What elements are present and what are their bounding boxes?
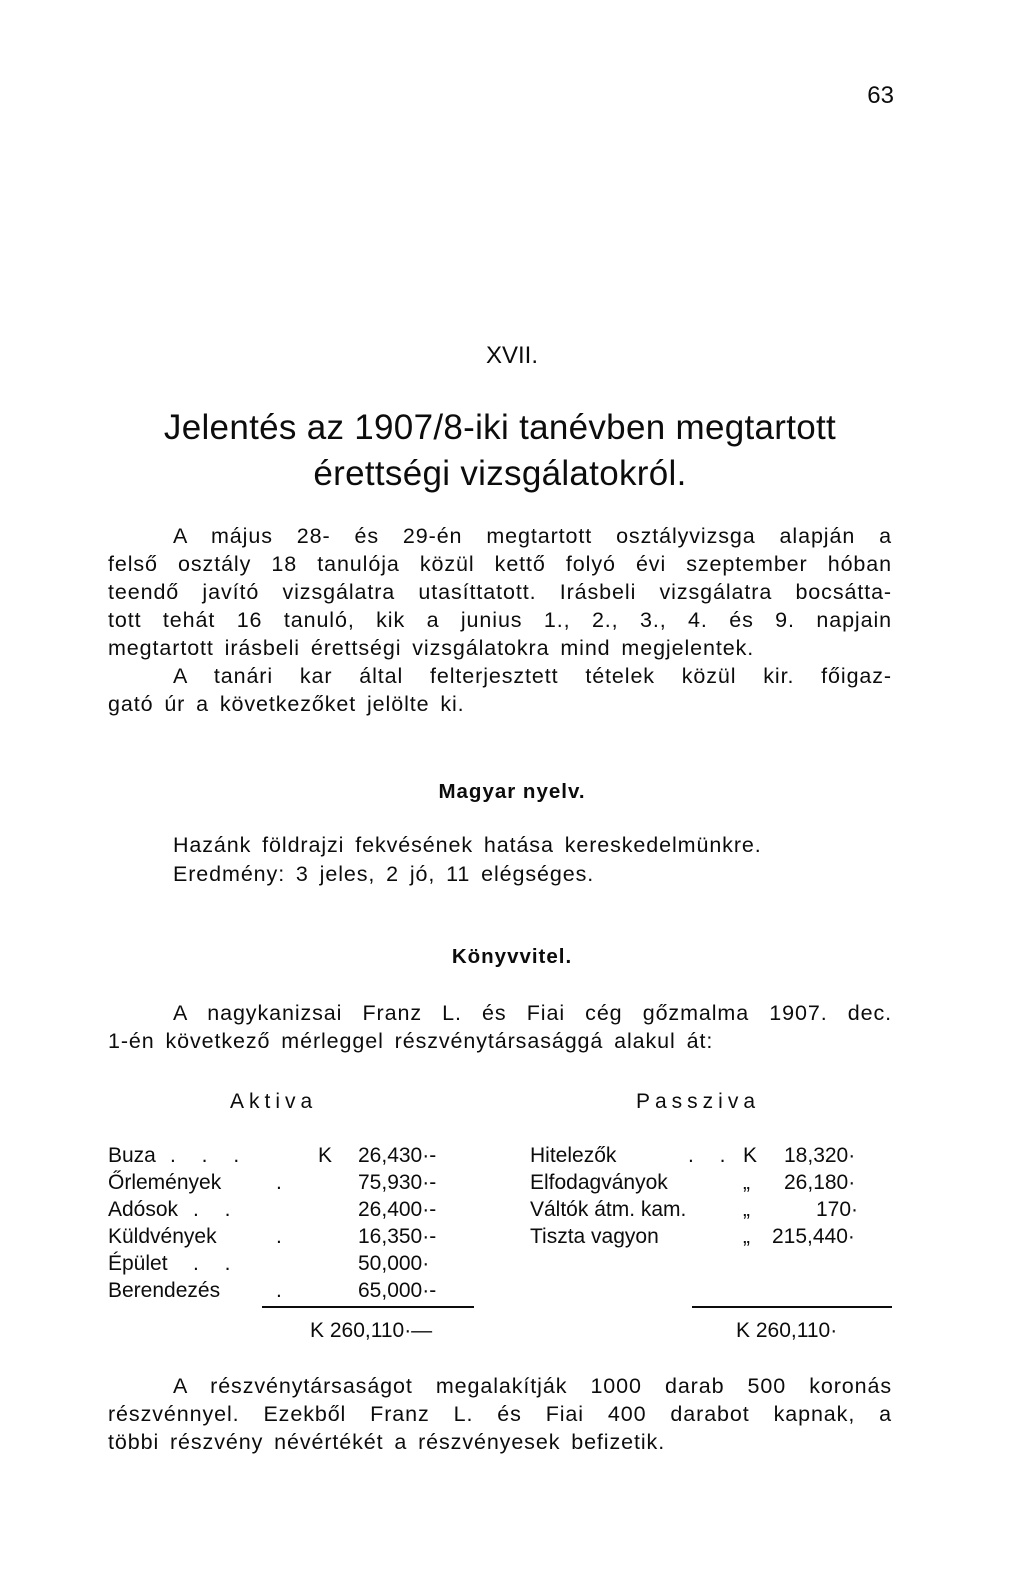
aktiva-total-amount: K 260,110·— [310,1319,433,1342]
paragraph-line: 1-én következő mérleggel részvénytársasággá alakul át: [108,1029,714,1053]
aktiva-row [108,1278,468,1303]
ditto-mark: „ [743,1198,750,1221]
aktiva-row [108,1170,468,1195]
paragraph-line: gató úr a következőket jelölte ki. [108,692,465,716]
currency-mark: K [743,1144,758,1167]
passziva-item-label: Hitelezők [530,1144,617,1167]
closing-paragraph [108,1372,892,1456]
passziva-total-amount: K 260,110· [736,1319,838,1342]
passziva-row [530,1170,892,1195]
aktiva-item-amount: 26,400·- [358,1198,437,1221]
intro-paragraph [108,522,892,718]
aktiva-row [108,1251,468,1276]
paragraph-line: felső osztály 18 tanulója közül kettő folyó évi szeptember hóban [108,552,892,576]
aktiva-total [310,1318,510,1343]
aktiva-item-amount: 75,930·- [358,1171,437,1194]
passziva-total [736,1318,892,1343]
passziva-heading: Passziva [636,1090,761,1113]
leader-dots: . . [688,1144,736,1167]
aktiva-item-amount: 50,000· [358,1252,430,1275]
exam-topic: Hazánk földrajzi fekvésének hatása kereskedelmünkre. [173,833,762,857]
title-line: Jelentés az 1907/8-iki tanévben megtartott [163,408,837,447]
aktiva-sum-rule [262,1306,474,1308]
section-heading-konyvvitel: Könyvvitel. [451,945,573,968]
page-title [108,405,892,497]
title-line: érettségi vizsgálatokról. [313,454,687,493]
paragraph-line: A tanári kar által felterjesztett tételek közül kir. főigaz- [173,664,892,688]
passziva-item-label: Váltók átm. kam. [530,1198,687,1221]
paragraph-line: tott tehát 16 tanuló, kik a junius 1., 2., 3., 4. és 9. napjain [108,608,892,632]
ditto-mark: „ [743,1225,750,1248]
aktiva-item-label: Adósok [108,1198,179,1221]
paragraph-line: teendő javító vizsgálatra utasíttatott. Irásbeli vizsgálatra bocsátta- [108,580,892,604]
paragraph-line: A május 28- és 29-én megtartott osztályvizsga alapján a [173,524,892,548]
passziva-row [530,1143,892,1168]
leader-dots: . [276,1225,292,1248]
paragraph-line: többi részvény névértékét a részvényesek befizetik. [108,1430,666,1454]
ditto-mark: „ [743,1171,750,1194]
passziva-item-amount: 215,440· [772,1225,855,1248]
aktiva-row [108,1143,468,1168]
aktiva-item-label: Berendezés [108,1279,221,1302]
passziva-sum-rule [692,1306,892,1308]
passziva-item-label: Elfodagványok [530,1171,668,1194]
chapter-number: XVII. [485,342,539,369]
aktiva-row [108,1197,468,1222]
aktiva-item-label: Küldvények [108,1225,217,1248]
leader-dots: . . [193,1198,241,1221]
exam-result: Eredmény: 3 jeles, 2 jó, 11 elégséges. [173,862,595,886]
leader-dots: . [276,1171,292,1194]
passziva-row [530,1197,892,1222]
passziva-item-label: Tiszta vagyon [530,1225,659,1248]
aktiva-item-label: Buza [108,1144,156,1167]
aktiva-item-amount: 65,000·- [358,1279,437,1302]
page-number: 63 [867,82,894,109]
bookkeeping-paragraph [108,999,892,1055]
passziva-row [530,1224,892,1249]
passziva-item-amount: 170· [816,1198,859,1221]
passziva-item-amount: 26,180· [784,1171,856,1194]
currency-mark: K [318,1144,333,1167]
leader-dots: . [276,1279,292,1302]
paragraph-line: A nagykanizsai Franz L. és Fiai cég gőzmalma 1907. dec. [173,1001,892,1025]
aktiva-item-label: Őrlemények [108,1171,222,1194]
aktiva-item-amount: 26,430·- [358,1144,437,1167]
aktiva-heading: Aktiva [230,1090,318,1113]
paragraph-line: A részvénytársaságot megalakítják 1000 darab 500 koronás [173,1374,892,1398]
passziva-item-amount: 18,320· [784,1144,856,1167]
section-heading-magyar: Magyar nyelv. [438,780,586,803]
aktiva-item-label: Épület [108,1252,168,1275]
paragraph-line: részvénnyel. Ezekből Franz L. és Fiai 400 darabot kapnak, a [108,1402,892,1426]
paragraph-line: megtartott irásbeli érettségi vizsgálatokra mind megjelentek. [108,636,755,660]
leader-dots: . . . [170,1144,250,1167]
leader-dots: . . [193,1252,241,1275]
aktiva-row [108,1224,468,1249]
aktiva-item-amount: 16,350·- [358,1225,437,1248]
